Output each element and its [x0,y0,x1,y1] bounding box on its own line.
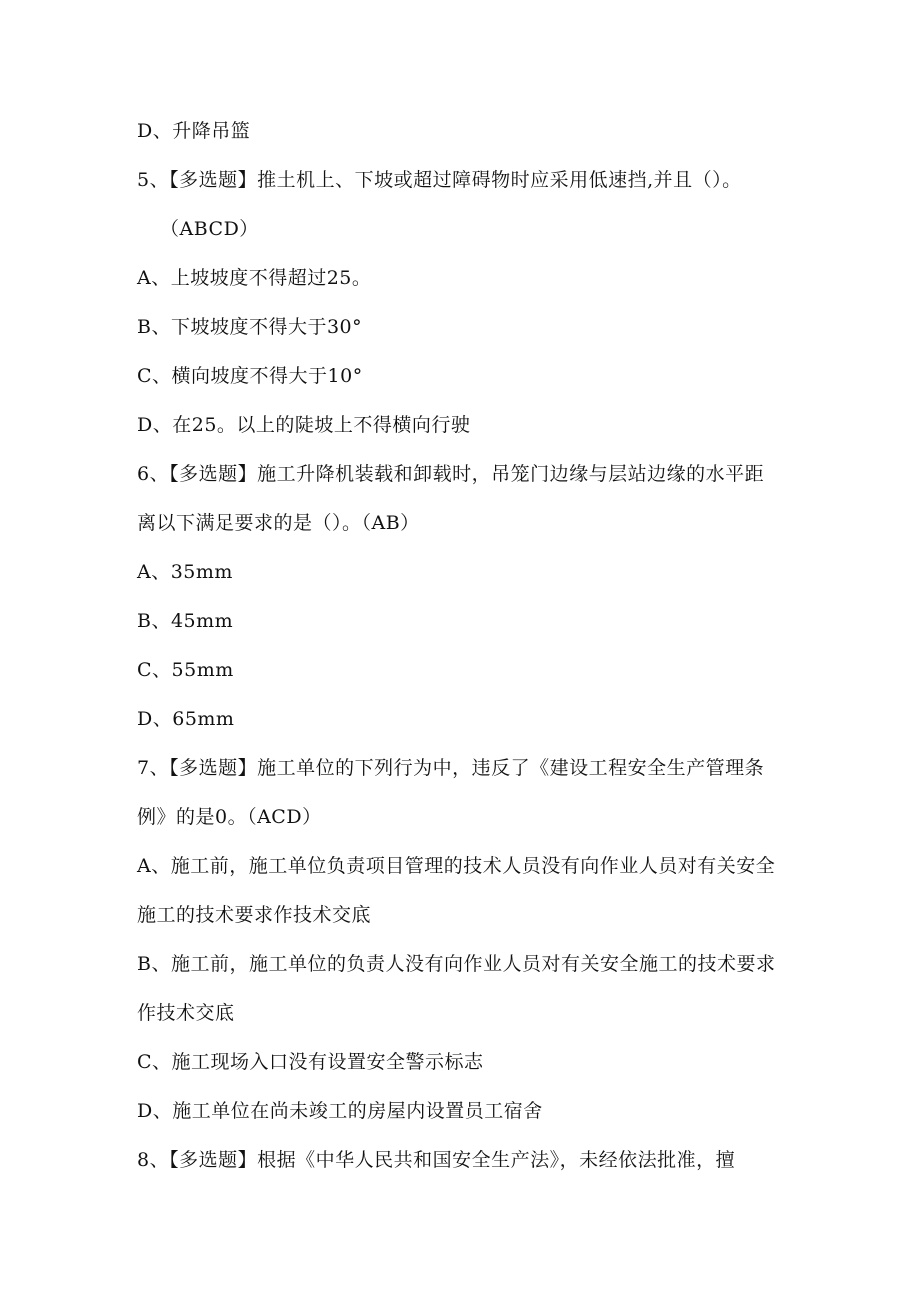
option-b-q5: B、下坡坡度不得大于30° [137,316,363,338]
option-b-q7: B、施工前，施工单位的负责人没有向作业人员对有关安全施工的技术要求 [137,953,776,975]
question-5-answer: （ABCD） [160,218,259,240]
question-8: 8、【多选题】根据《中华人民共和国安全生产法》，未经依法批准，擅 [137,1149,736,1171]
question-7-cont: 例》的是0。（ACD） [137,806,322,828]
option-d-q6: D、65mm [137,708,235,730]
option-d-q7: D、施工单位在尚未竣工的房屋内设置员工宿舍 [137,1100,543,1122]
option-b-q6: B、45mm [137,610,234,632]
question-7: 7、【多选题】施工单位的下列行为中，违反了《建设工程安全生产管理条 [137,757,765,779]
option-c-q5: C、横向坡度不得大于10° [137,365,363,387]
option-d-q5: D、在25。以上的陡坡上不得横向行驶 [137,414,471,436]
question-6-cont: 离以下满足要求的是（）。（AB） [137,512,420,534]
option-a-q7-cont: 施工的技术要求作技术交底 [137,904,372,926]
option-c-q6: C、55mm [137,659,234,681]
question-6: 6、【多选题】施工升降机装载和卸载时，吊笼门边缘与层站边缘的水平距 [137,463,765,485]
option-a-q6: A、35mm [137,561,233,583]
option-a-q5: A、上坡坡度不得超过25。 [137,267,372,289]
option-a-q7: A、施工前，施工单位负责项目管理的技术人员没有向作业人员对有关安全 [137,855,776,877]
option-c-q7: C、施工现场入口没有设置安全警示标志 [137,1051,484,1073]
option-b-q7-cont: 作技术交底 [137,1002,235,1024]
question-5: 5、【多选题】推土机上、下坡或超过障碍物时应采用低速挡,并且（）。 [137,169,742,191]
option-d-q4: D、升降吊篮 [137,120,251,142]
